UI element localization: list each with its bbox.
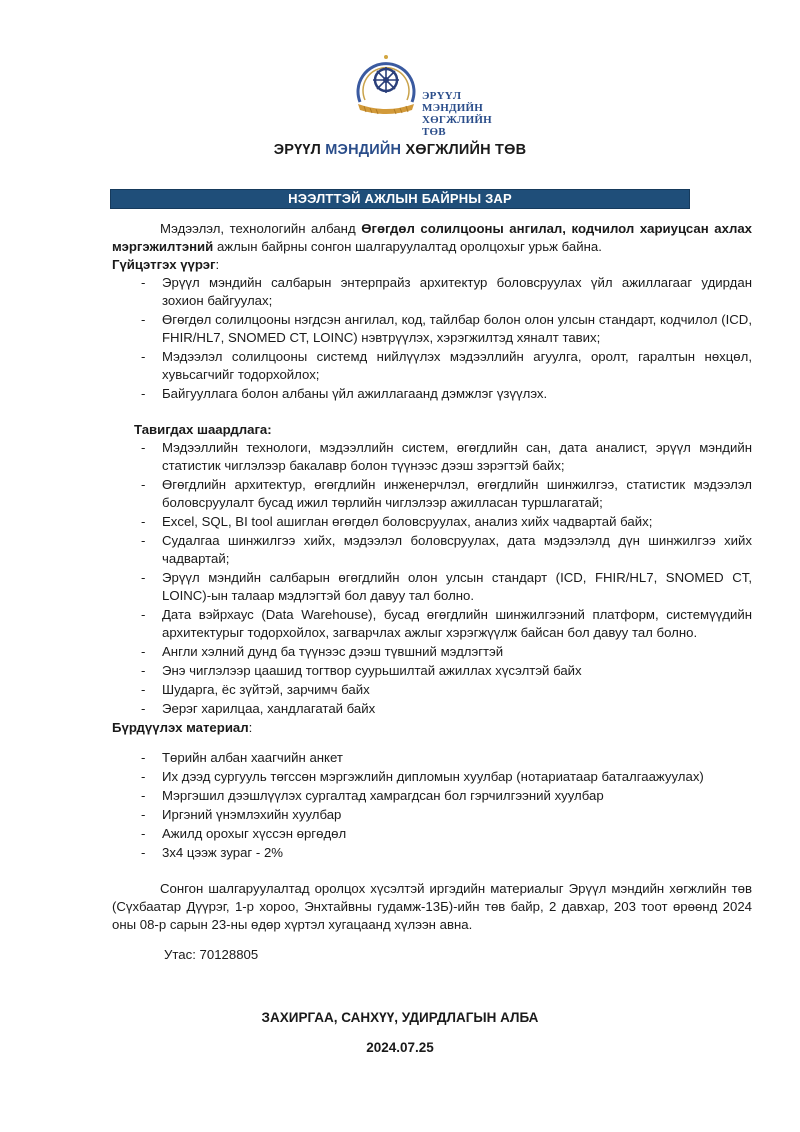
requirement-item-text: Эрүүл мэндийн салбарын өгөгдлийн олон улсын стандарт (ICD, FHIR/HL7, SNOMED CT, LOINC)-ын талаар мэдлэгтэй бол давуу тал болно. [162,570,752,603]
dash-bullet-icon: - [141,663,146,678]
material-item [112,787,752,805]
duty-item [112,385,752,403]
dash-bullet-icon: - [141,826,146,841]
duty-item [112,311,752,347]
requirement-item [112,513,752,531]
requirement-item-text: Судалгаа шинжилгээ хийх, мэдээлэл боловсруулах, дата мэдээлэлд дүн шинжилгээ хийх чадвартай; [162,533,752,566]
announcement-body [112,220,752,964]
material-item-text: 3x4 цээж зураг - 2% [162,845,284,860]
organization-logo [350,52,510,138]
requirement-item [112,439,752,475]
duty-item-text: Байгууллага болон албаны үйл ажиллагаанд дэмжлэг үзүүлэх. [162,386,548,401]
requirement-item-text: Англи хэлний дунд ба түүнээс дээш түвшний мэдлэгтэй [162,644,504,659]
dash-bullet-icon: - [141,386,146,401]
organization-title [0,142,800,158]
requirement-item [112,643,752,661]
dash-bullet-icon: - [141,701,146,716]
logo-line-2: ХӨГЖЛИЙН ТӨВ [422,114,492,138]
dash-bullet-icon: - [141,807,146,822]
requirement-item [112,700,752,718]
requirement-item [112,681,752,699]
duty-item-text: Эрүүл мэндийн салбарын энтерпрайз архитектур боловсруулах үйл ажиллагааг удирдан зохион байгуулах; [162,275,752,308]
dash-bullet-icon: - [141,644,146,659]
material-item-text: Мэргэшил дээшлүүлэх сургалтад хамрагдсан бол гэрчилгээний хуулбар [162,788,604,803]
dash-bullet-icon: - [141,440,146,455]
logo-line-1: ЭРҮҮЛ МЭНДИЙН [422,90,484,114]
material-item [112,825,752,843]
requirement-item [112,476,752,512]
contact-phone: Утас: 70128805 [164,947,259,962]
duties-list [112,274,752,403]
material-item-text: Их дээд сургууль төгссөн мэргэжлийн дипломын хуулбар (нотариатаар баталгаажуулах) [162,769,704,784]
requirement-item-text: Шударга, ёс зүйтэй, зарчимч байх [162,682,370,697]
duty-item-text: Өгөгдөл солилцооны нэгдсэн ангилал, код, тайлбар болон олон улсын стандарт, кодчилол (ICD, FHIR/HL7, SNOMED CT, LOINC) нэвтрүүлэх, хэрэгжилтэд хяналт тавих; [162,312,752,345]
dash-bullet-icon: - [141,682,146,697]
dash-bullet-icon: - [141,477,146,492]
material-item-text: Ажилд орохыг хүссэн өргөдөл [162,826,347,841]
material-item-text: Төрийн албан хаагчийн анкет [162,750,343,765]
dash-bullet-icon: - [141,533,146,548]
material-item-text: Иргэний үнэмлэхийн хуулбар [162,807,342,822]
intro-paragraph [112,220,752,256]
org-title-part-2: МЭНДИЙН [325,142,402,158]
org-title-part-3: ХӨГЖЛИЙН ТӨВ [405,142,527,158]
dash-bullet-icon: - [141,570,146,585]
requirement-item-text: Өгөгдлийн архитектур, өгөгдлийн инженерчлэл, өгөгдлийн шинжилгээ, статистик мэдээлэл боловсруулалт бусад ижил төрлийн чиглэлээр ажилласан туршлагатай; [162,477,752,510]
duty-item [112,274,752,310]
intro-lead: Мэдээлэл, технологийн албанд [160,221,362,236]
material-item [112,844,752,862]
requirement-item-text: Excel, SQL, BI tool ашиглан өгөгдөл боловсруулах, анализ хийх чадвартай байх; [162,514,653,529]
dash-bullet-icon: - [141,349,146,364]
issuing-department: ЗАХИРГАА, САНХҮҮ, УДИРДЛАГЫН АЛБА [261,1010,539,1025]
duty-item-text: Мэдээлэл солилцооны системд нийлүүлэх мэдээллийн агуулга, оролт, гаралтын нөхцөл, хувьсагчийг тодорхойлох; [162,349,752,382]
position-title: Өгөгдөл солилцооны ангилал, кодчилол хариуцсан ахлах мэргэжилтэний [112,221,752,254]
materials-heading: Бүрдүүлэх материал: [112,720,253,735]
dash-bullet-icon: - [141,769,146,784]
dash-bullet-icon: - [141,514,146,529]
requirements-list [112,439,752,718]
dash-bullet-icon: - [141,788,146,803]
material-item [112,806,752,824]
job-announcement-banner: НЭЭЛТТЭЙ АЖЛЫН БАЙРНЫ ЗАР [110,189,690,209]
requirement-item [112,532,752,568]
dash-bullet-icon: - [141,750,146,765]
requirement-item-text: Эерэг харилцаа, хандлагатай байх [162,701,376,716]
org-title-part-1: ЭРҮҮЛ [273,142,322,158]
dash-bullet-icon: - [141,275,146,290]
requirement-item [112,569,752,605]
material-item [112,749,752,767]
dash-bullet-icon: - [141,312,146,327]
requirements-heading: Тавигдах шаардлага: [134,422,272,437]
requirement-item-text: Дата вэйрхаус (Data Warehouse), бусад өгөгдлийн шинжилгээний платформ, системүүдийн архитектурыг тодорхойлох, загварчлах ажлыг хэрэгжүүлж байсан бол давуу тал болно. [162,607,752,640]
duties-heading: Гүйцэтгэх үүрэг: [112,257,220,272]
requirement-item-text: Мэдээллийн технологи, мэдээллийн систем, өгөгдлийн сан, дата аналист, эрүүл мэндийн статистик чиглэлээр бакалавр болон түүнээс дээш зэрэгтэй байх; [162,440,752,473]
requirement-item-text: Энэ чиглэлээр цаашид тогтвор суурьшилтай ажиллах хүсэлтэй байх [162,663,582,678]
material-item [112,768,752,786]
materials-list [112,749,752,862]
announcement-date: 2024.07.25 [366,1040,434,1055]
dash-bullet-icon: - [141,607,146,622]
requirement-item [112,606,752,642]
intro-tail: ажлын байрны сонгон шалгаруулалтад оролцохыг урьж байна. [213,239,602,254]
requirement-item [112,662,752,680]
duty-item [112,348,752,384]
dharma-wheel-emblem-icon [350,52,422,124]
dash-bullet-icon: - [141,845,146,860]
logo-wordmark [422,90,510,138]
submission-instructions: Сонгон шалгаруулалтад оролцох хүсэлтэй иргэдийн материалыг Эрүүл мэндийн хөгжлийн төв (Сүхбаатар Дүүрэг, 1-р хороо, Энхтайвны гудамж-13Б)-ийн төв байр, 2 давхар, 203 тоот өрөөнд 2024 оны 08-р сарын 23-ны өдөр хүртэл хугацаанд хүлээн авна. [112,881,752,932]
